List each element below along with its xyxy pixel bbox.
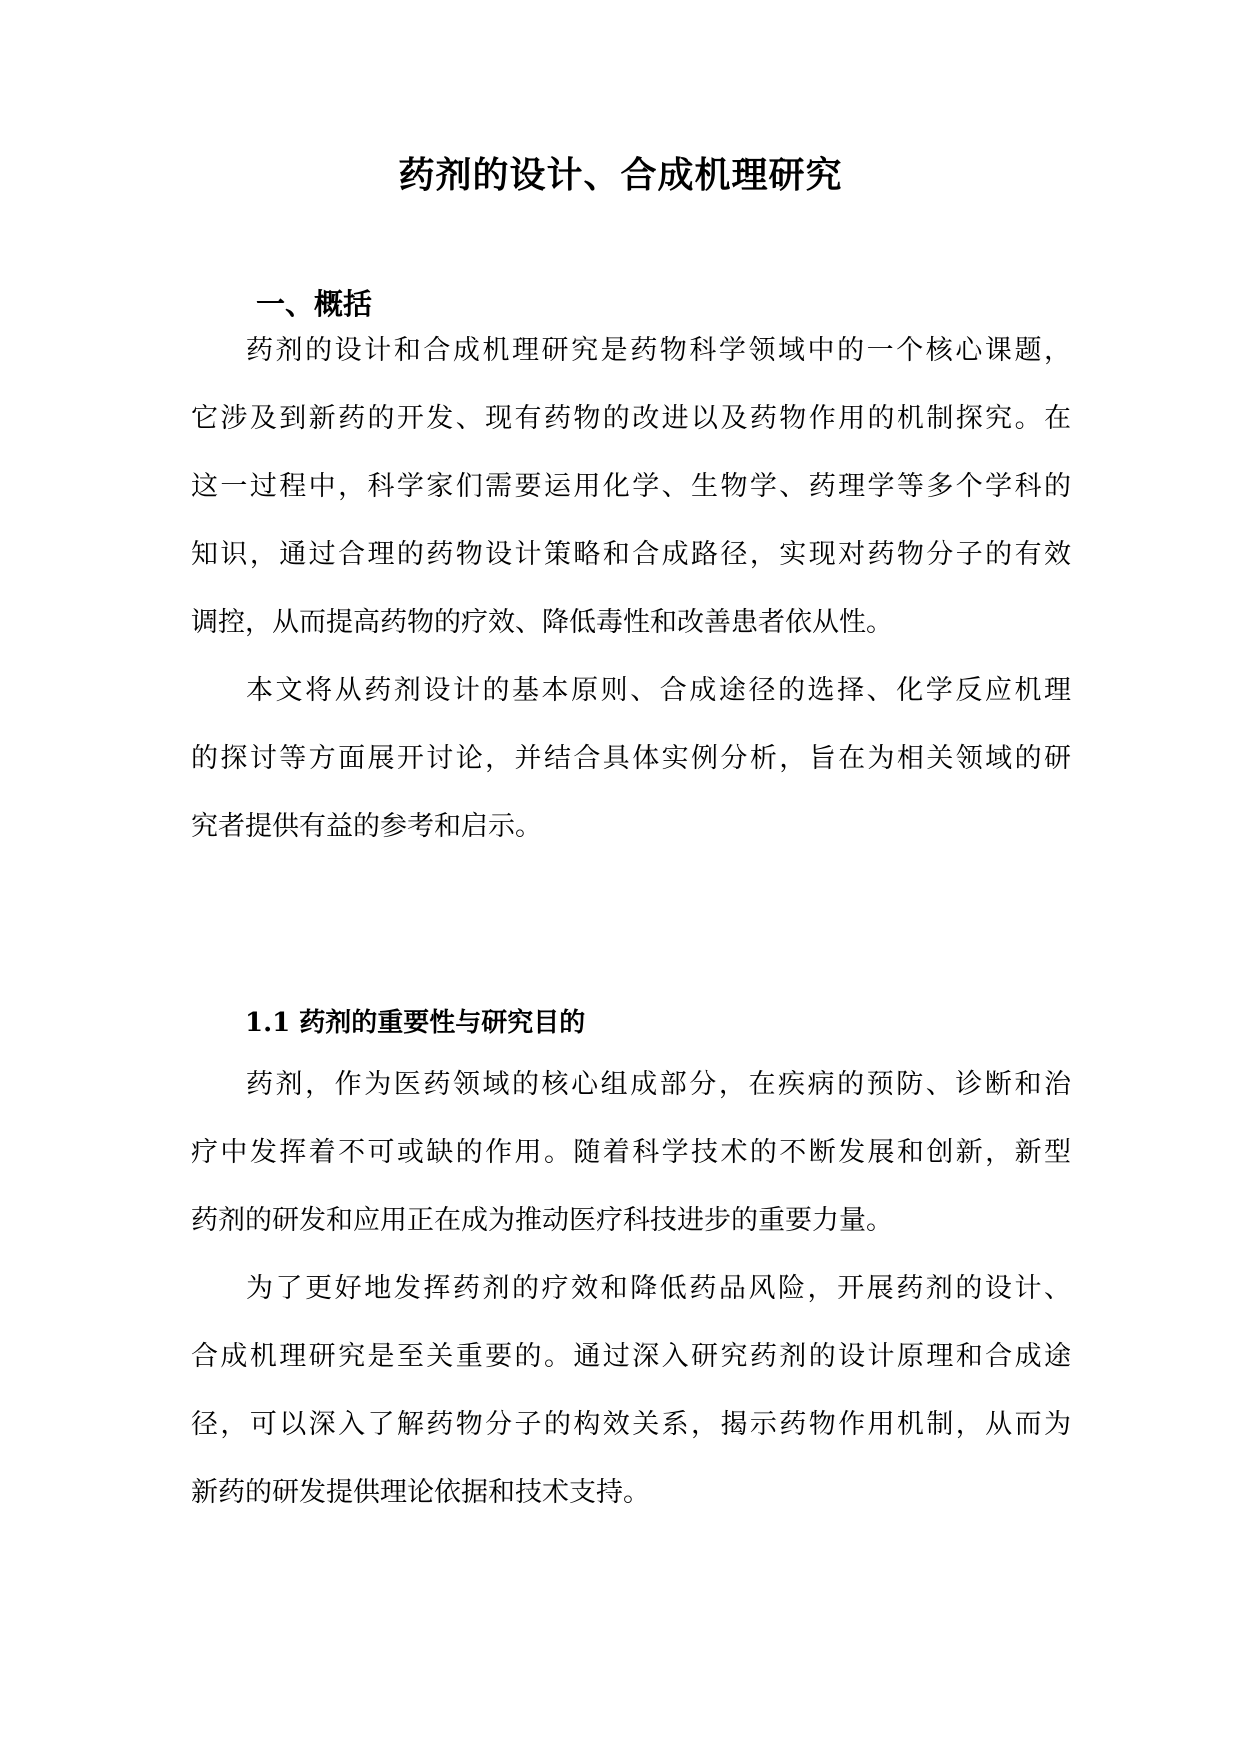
- subsection-heading: 1.1 药剂的重要性与研究目的: [245, 1008, 586, 1038]
- text-line: 径，可以深入了解药物分子的构效关系，揭示药物作用机制，从而为: [191, 1409, 1071, 1440]
- text-line: 的探讨等方面展开讨论，并结合具体实例分析，旨在为相关领域的研: [191, 743, 1071, 774]
- document-title: 药剂的设计、合成机理研究: [398, 154, 843, 196]
- text-line: 调控，从而提高药物的疗效、降低毒性和改善患者依从性。: [191, 607, 893, 638]
- text-line: 它涉及到新药的开发、现有药物的改进以及药物作用的机制探究。在: [191, 403, 1071, 434]
- text-line: 新药的研发提供理论依据和技术支持。: [191, 1477, 650, 1508]
- text-line: 知识，通过合理的药物设计策略和合成路径，实现对药物分子的有效: [191, 539, 1071, 570]
- text-line: 药剂的研发和应用正在成为推动医疗科技进步的重要力量。: [191, 1205, 893, 1236]
- text-line: 究者提供有益的参考和启示。: [191, 811, 542, 842]
- section-heading-overview: 一、概括: [256, 287, 373, 321]
- text-line: 药剂，作为医药领域的核心组成部分，在疾病的预防、诊断和治: [246, 1069, 1071, 1100]
- text-line: 本文将从药剂设计的基本原则、合成途径的选择、化学反应机理: [246, 675, 1071, 706]
- text-line: 合成机理研究是至关重要的。通过深入研究药剂的设计原理和合成途: [191, 1341, 1071, 1372]
- text-line: 这一过程中，科学家们需要运用化学、生物学、药理学等多个学科的: [191, 471, 1071, 502]
- text-line: 药剂的设计和合成机理研究是药物科学领域中的一个核心课题，: [246, 335, 1071, 366]
- text-line: 疗中发挥着不可或缺的作用。随着科学技术的不断发展和创新，新型: [191, 1137, 1071, 1168]
- text-line: 为了更好地发挥药剂的疗效和降低药品风险，开展药剂的设计、: [246, 1273, 1071, 1304]
